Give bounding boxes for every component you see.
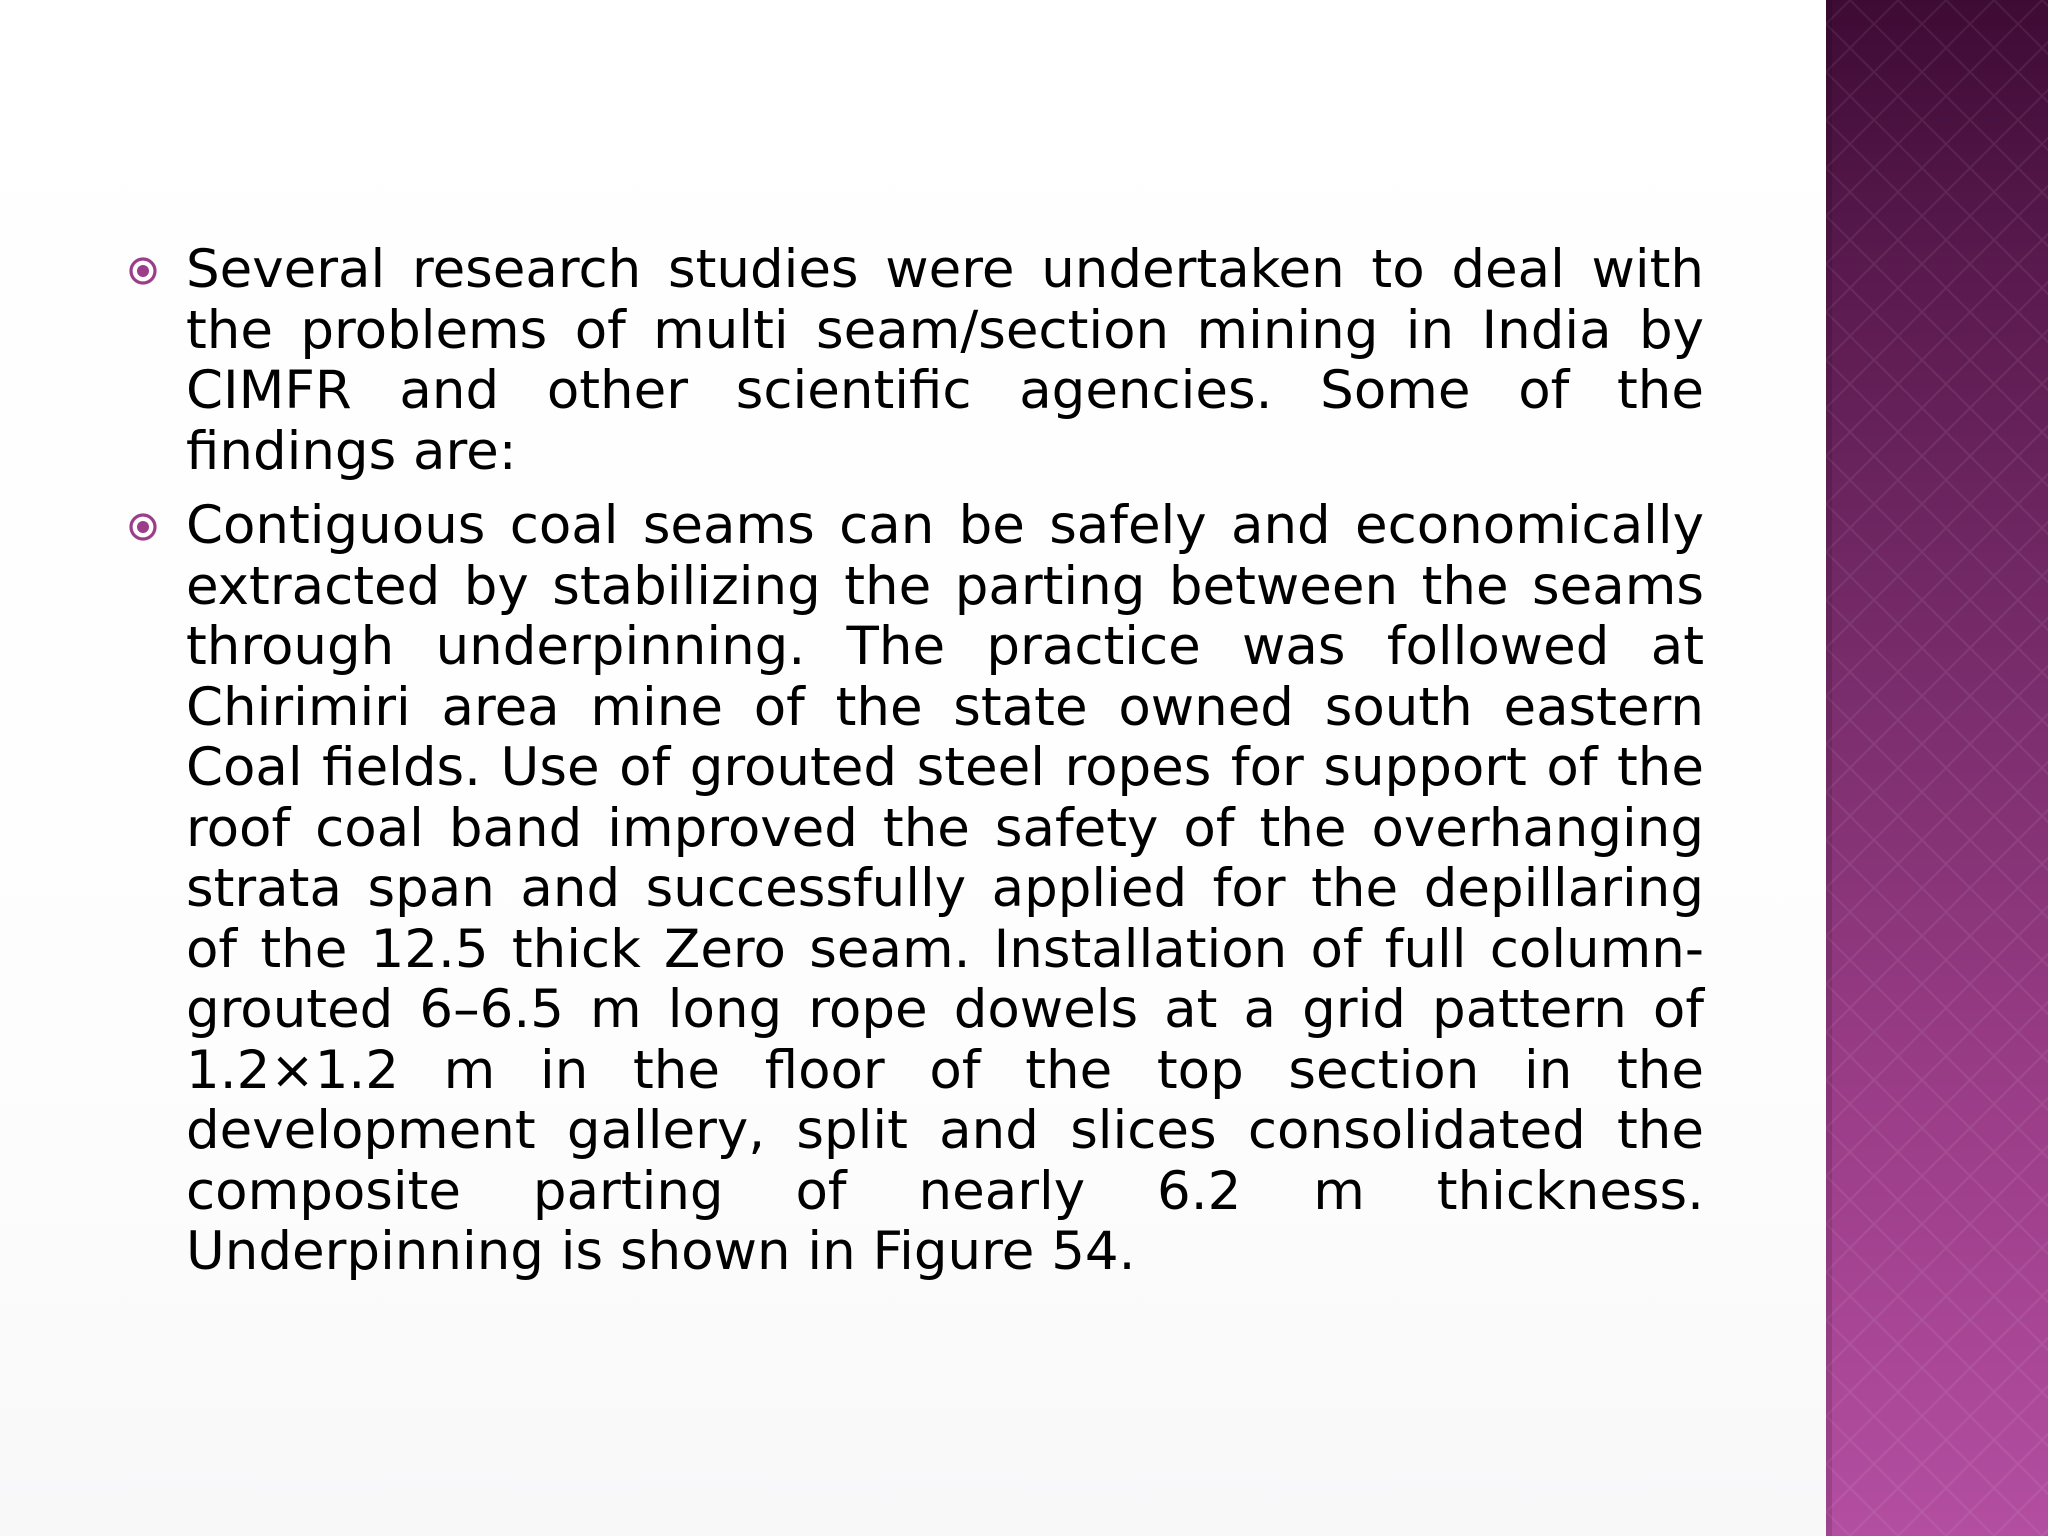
bullet-text-1: Several research studies were undertaken to deal with the problems of multi seam/section mining in India by CIMFR and other scientific agencies. Some of the findings are: (186, 239, 1704, 482)
bullet-item-1 (128, 240, 1704, 482)
circled-dot-bullet-icon (128, 256, 158, 286)
bullet-text-2: Contiguous coal seams can be safely and economically extracted by stabilizing the parting between the seams through underpinning. The practice was followed at Chirimiri area mine of the state owned south eastern Coal fields. Use of grouted steel ropes for support of the roof coal band improved the safety of the overhanging strata span and successfully applied for the depillaring of the 12.5 thick Zero seam. Installation of full column-grouted 6–6.5 m long rope dowels at a grid pattern of 1.2×1.2 m in the floor of the top section in the development gallery, split and slices consolidated the composite parting of nearly 6.2 m thickness. Underpinning is shown in Figure 54. (186, 495, 1704, 1282)
decorative-side-band (1826, 0, 2048, 1536)
bullet-item-2 (128, 496, 1704, 1283)
circled-dot-bullet-icon (128, 512, 158, 542)
slide-body (128, 240, 1704, 1297)
diamond-pattern (1826, 0, 2048, 1536)
